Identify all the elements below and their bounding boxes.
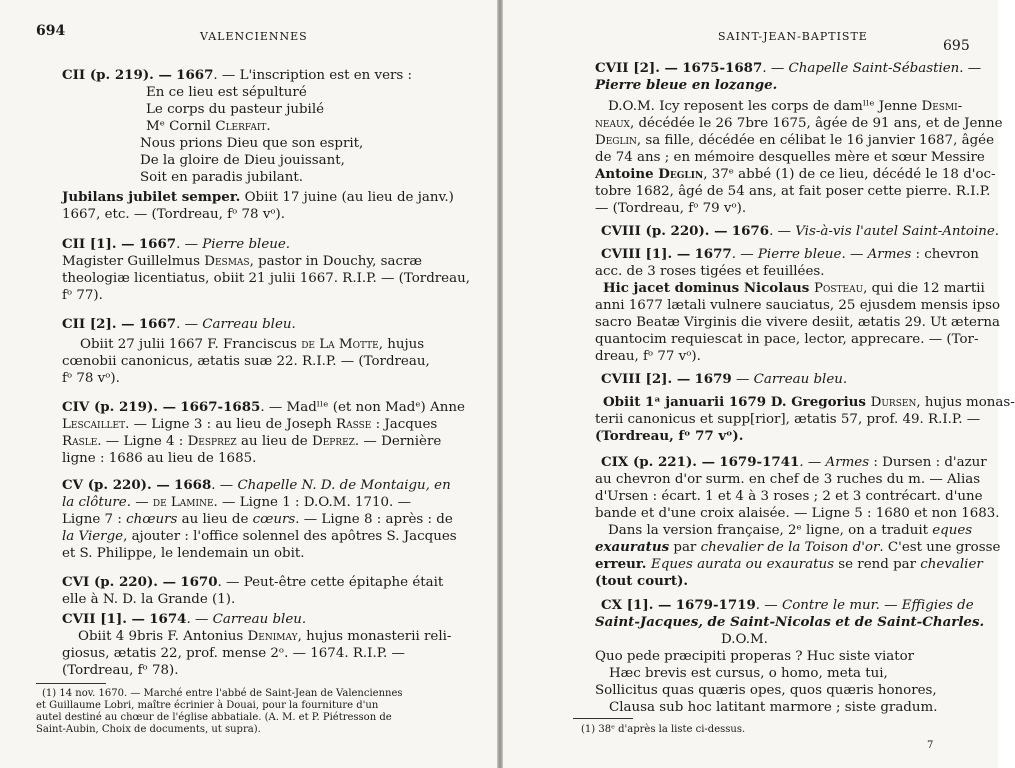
entry-heading: CVIII (p. 220). — 1676. — Vis-à-vis l'autel Saint-Antoine. (601, 223, 1000, 239)
text-line: erreur. Eques aurata ou exauratus se rend par chevalier (595, 556, 983, 572)
page-number: 695 (943, 38, 970, 54)
entry-heading: CVIII [2]. — 1679 — Carreau bleu. (601, 371, 848, 387)
text-line: 1667, etc. — (Tordreau, fᵒ 78 vᵒ). (62, 207, 286, 222)
left-page (0, 0, 497, 768)
entry-heading: CII [1]. — 1667. — Pierre bleue. (62, 236, 291, 252)
text-line: la Vierge, ajouter : l'office solennel des apôtres S. Jacques (62, 529, 457, 544)
text-line: Jubilans jubilet semper. Obiit 17 juine (au lieu de janv.) (62, 189, 454, 205)
footnote-line: (1) 14 nov. 1670. — Marché entre l'abbé de Saint-Jean de Valenciennes (42, 688, 403, 699)
text-line: Magister Guillelmus Desmas, pastor in Douchy, sacræ (62, 254, 422, 269)
text-line: fᵒ 78 vᵒ). (62, 371, 120, 386)
verse-line: Sollicitus quas quæris opes, quos quæris honores, (595, 683, 937, 698)
entry-heading: CVIII [1]. — 1677. — Pierre bleue. — Armes : chevron (601, 246, 979, 262)
entry-heading: CII [2]. — 1667. — Carreau bleu. (62, 316, 296, 332)
text-line: Lescaillet. — Ligne 3 : au lieu de Joseph Rasse : Jacques (62, 417, 438, 432)
verse-line: Hæc brevis est cursus, o homo, meta tui, (609, 666, 888, 681)
verse-line: Quo pede præcipiti properas ? Huc siste viator (595, 649, 915, 664)
verse-line: Soit en paradis jubilant. (140, 170, 304, 185)
text-line: tobre 1682, âgé de 54 ans, at fait poser cette pierre. R.I.P. (595, 184, 991, 199)
entry-heading: CVII [1]. — 1674. — Carreau bleu. (62, 611, 307, 627)
running-head: SAINT-JEAN-BAPTISTE (718, 30, 868, 43)
text-line: la clôture. — de Lamine. — Ligne 1 : D.O.M. 1710. — (62, 495, 411, 510)
footnote-rule (573, 718, 633, 719)
text-line: et S. Philippe, le lendemain un obit. (62, 546, 305, 561)
entry-heading: CVII [2]. — 1675-1687. — Chapelle Saint-Sébastien. — (595, 60, 982, 76)
text-line: quantocim requiescat in pace, lector, apprecare. — (Tor- (595, 332, 979, 347)
text-line: bande et d'une croix alaisée. — Ligne 5 : 1680 et non 1683. (595, 506, 1000, 521)
text-line: (tout court). (595, 573, 689, 589)
footnote-line: autel destiné au chœur de l'église abbatiale. (A. M. et P. Piétresson de (36, 712, 392, 723)
text-line: — (Tordreau, fᵒ 79 vᵒ). (595, 201, 747, 216)
signature-mark: 7 (927, 740, 934, 751)
footnote-line: (1) 38ᵉ d'après la liste ci-dessus. (581, 724, 746, 735)
text-line: dreau, fᵒ 77 vᵒ). (595, 349, 701, 364)
text-line: acc. de 3 roses tigées et feuillées. (595, 264, 825, 279)
text-line: au chevron d'or surm. en chef de 3 ruches du m. — Alias (595, 472, 981, 487)
right-page (503, 0, 1015, 768)
dom-line: D.O.M. (721, 632, 768, 647)
text-line: Obiit 1ᵃ januarii 1679 D. Gregorius Dursen, hujus monas- (603, 394, 1015, 410)
text-line: terii canonicus et supp[rior], ætatis 57, prof. 49. R.I.P. — (595, 412, 981, 427)
entry-heading: CVI (p. 220). — 1670. — Peut-être cette épitaphe était (62, 574, 444, 590)
entry-heading: CII (p. 219). — 1667. — L'inscription est en vers : (62, 67, 413, 83)
text-line: exauratus par chevalier de la Toison d'or. C'est une grosse (595, 539, 1001, 555)
text-line: D.O.M. Icy reposent les corps de damˡˡᵉ Jenne Desmi- (608, 99, 963, 114)
text-line: theologiæ licentiatus, obiit 21 julii 1667. R.I.P. — (Tordreau, (62, 271, 470, 286)
text-line: Pierre bleue en lozange. (595, 77, 778, 93)
verse-line: De la gloire de Dieu jouissant, (140, 153, 345, 168)
text-line: anni 1677 lætali vulnere sauciatus, 25 ejusdem mensis ipso (595, 298, 1001, 313)
text-line: de 74 ans ; en mémoire desquelles mère et sœur Messire (595, 150, 985, 165)
verse-line: Mᵉ Cornil Clerfait. (146, 119, 271, 134)
text-line: d'Ursen : écart. 1 et 4 à 3 roses ; 2 et 3 contrécart. d'une (595, 489, 983, 504)
running-head: VALENCIENNES (200, 30, 308, 43)
verse-line: En ce lieu est sépulturé (146, 85, 307, 100)
verse-line: Le corps du pasteur jubilé (146, 102, 325, 117)
text-line: Dans la version française, 2ᵉ ligne, on a traduit eques (608, 523, 973, 538)
entry-heading: CIX (p. 221). — 1679-1741. — Armes : Dursen : d'azur (601, 454, 987, 470)
text-line: sacro Beatæ Virginis die vivere desiit, ætatis 29. Ut æterna (595, 315, 1000, 330)
text-line: Hic jacet dominus Nicolaus Posteau, qui die 12 martii (603, 280, 985, 296)
entry-heading: CIV (p. 219). — 1667-1685. — Madˡˡᵉ (et non Madᵉ) Anne (62, 399, 465, 415)
text-line: cœnobii canonicus, ætatis suæ 22. R.I.P. — (Tordreau, (62, 354, 430, 369)
text-line: elle à N. D. la Grande (1). (62, 592, 236, 607)
text-line: Ligne 7 : chœurs au lieu de cœurs. — Ligne 8 : après : de (62, 512, 453, 527)
text-line: neaux, décédée le 26 7bre 1675, âgée de 91 ans, et de Jenne (595, 116, 1003, 131)
entry-heading: CX [1]. — 1679-1719. — Contre le mur. — Effigies de (601, 597, 974, 613)
footnote-line: et Guillaume Lobri, maître écrinier à Douai, pour la fourniture d'un (36, 700, 379, 711)
text-line: Rasle. — Ligne 4 : Desprez au lieu de Deprez. — Dernière (62, 434, 442, 449)
verse-line: Nous prions Dieu que son esprit, (140, 136, 364, 151)
text-line: Saint-Jacques, de Saint-Nicolas et de Saint-Charles. (595, 614, 985, 630)
text-line: Deglin, sa fille, décédée en célibat le 16 janvier 1687, âgée (595, 133, 994, 148)
text-line: Obiit 27 julii 1667 F. Franciscus de La Motte, hujus (80, 337, 425, 352)
text-line: Antoine Deglin, 37ᵉ abbé (1) de ce lieu, décédé le 18 d'oc- (595, 166, 996, 182)
text-line: (Tordreau, fᵒ 78). (62, 663, 179, 678)
verse-line: Clausa sub hoc latitant marmore ; siste gradum. (609, 700, 938, 715)
page-number: 694 (36, 23, 66, 39)
text-line: Obiit 4 9bris F. Antonius Denimay, hujus monasterii reli- (78, 629, 452, 644)
text-line: giosus, ætatis 22, prof. mense 2ᵒ. — 1674. R.I.P. — (62, 646, 405, 661)
text-line: (Tordreau, fᵒ 77 vᵒ). (595, 428, 744, 444)
footnote-rule (36, 683, 106, 684)
text-line: fᵒ 77). (62, 288, 103, 303)
text-line: ligne : 1686 au lieu de 1685. (62, 451, 257, 466)
entry-heading: CV (p. 220). — 1668. — Chapelle N. D. de Montaigu, en (62, 477, 451, 493)
footnote-line: Saint-Aubin, Choix de documents, ut supra). (36, 724, 261, 735)
